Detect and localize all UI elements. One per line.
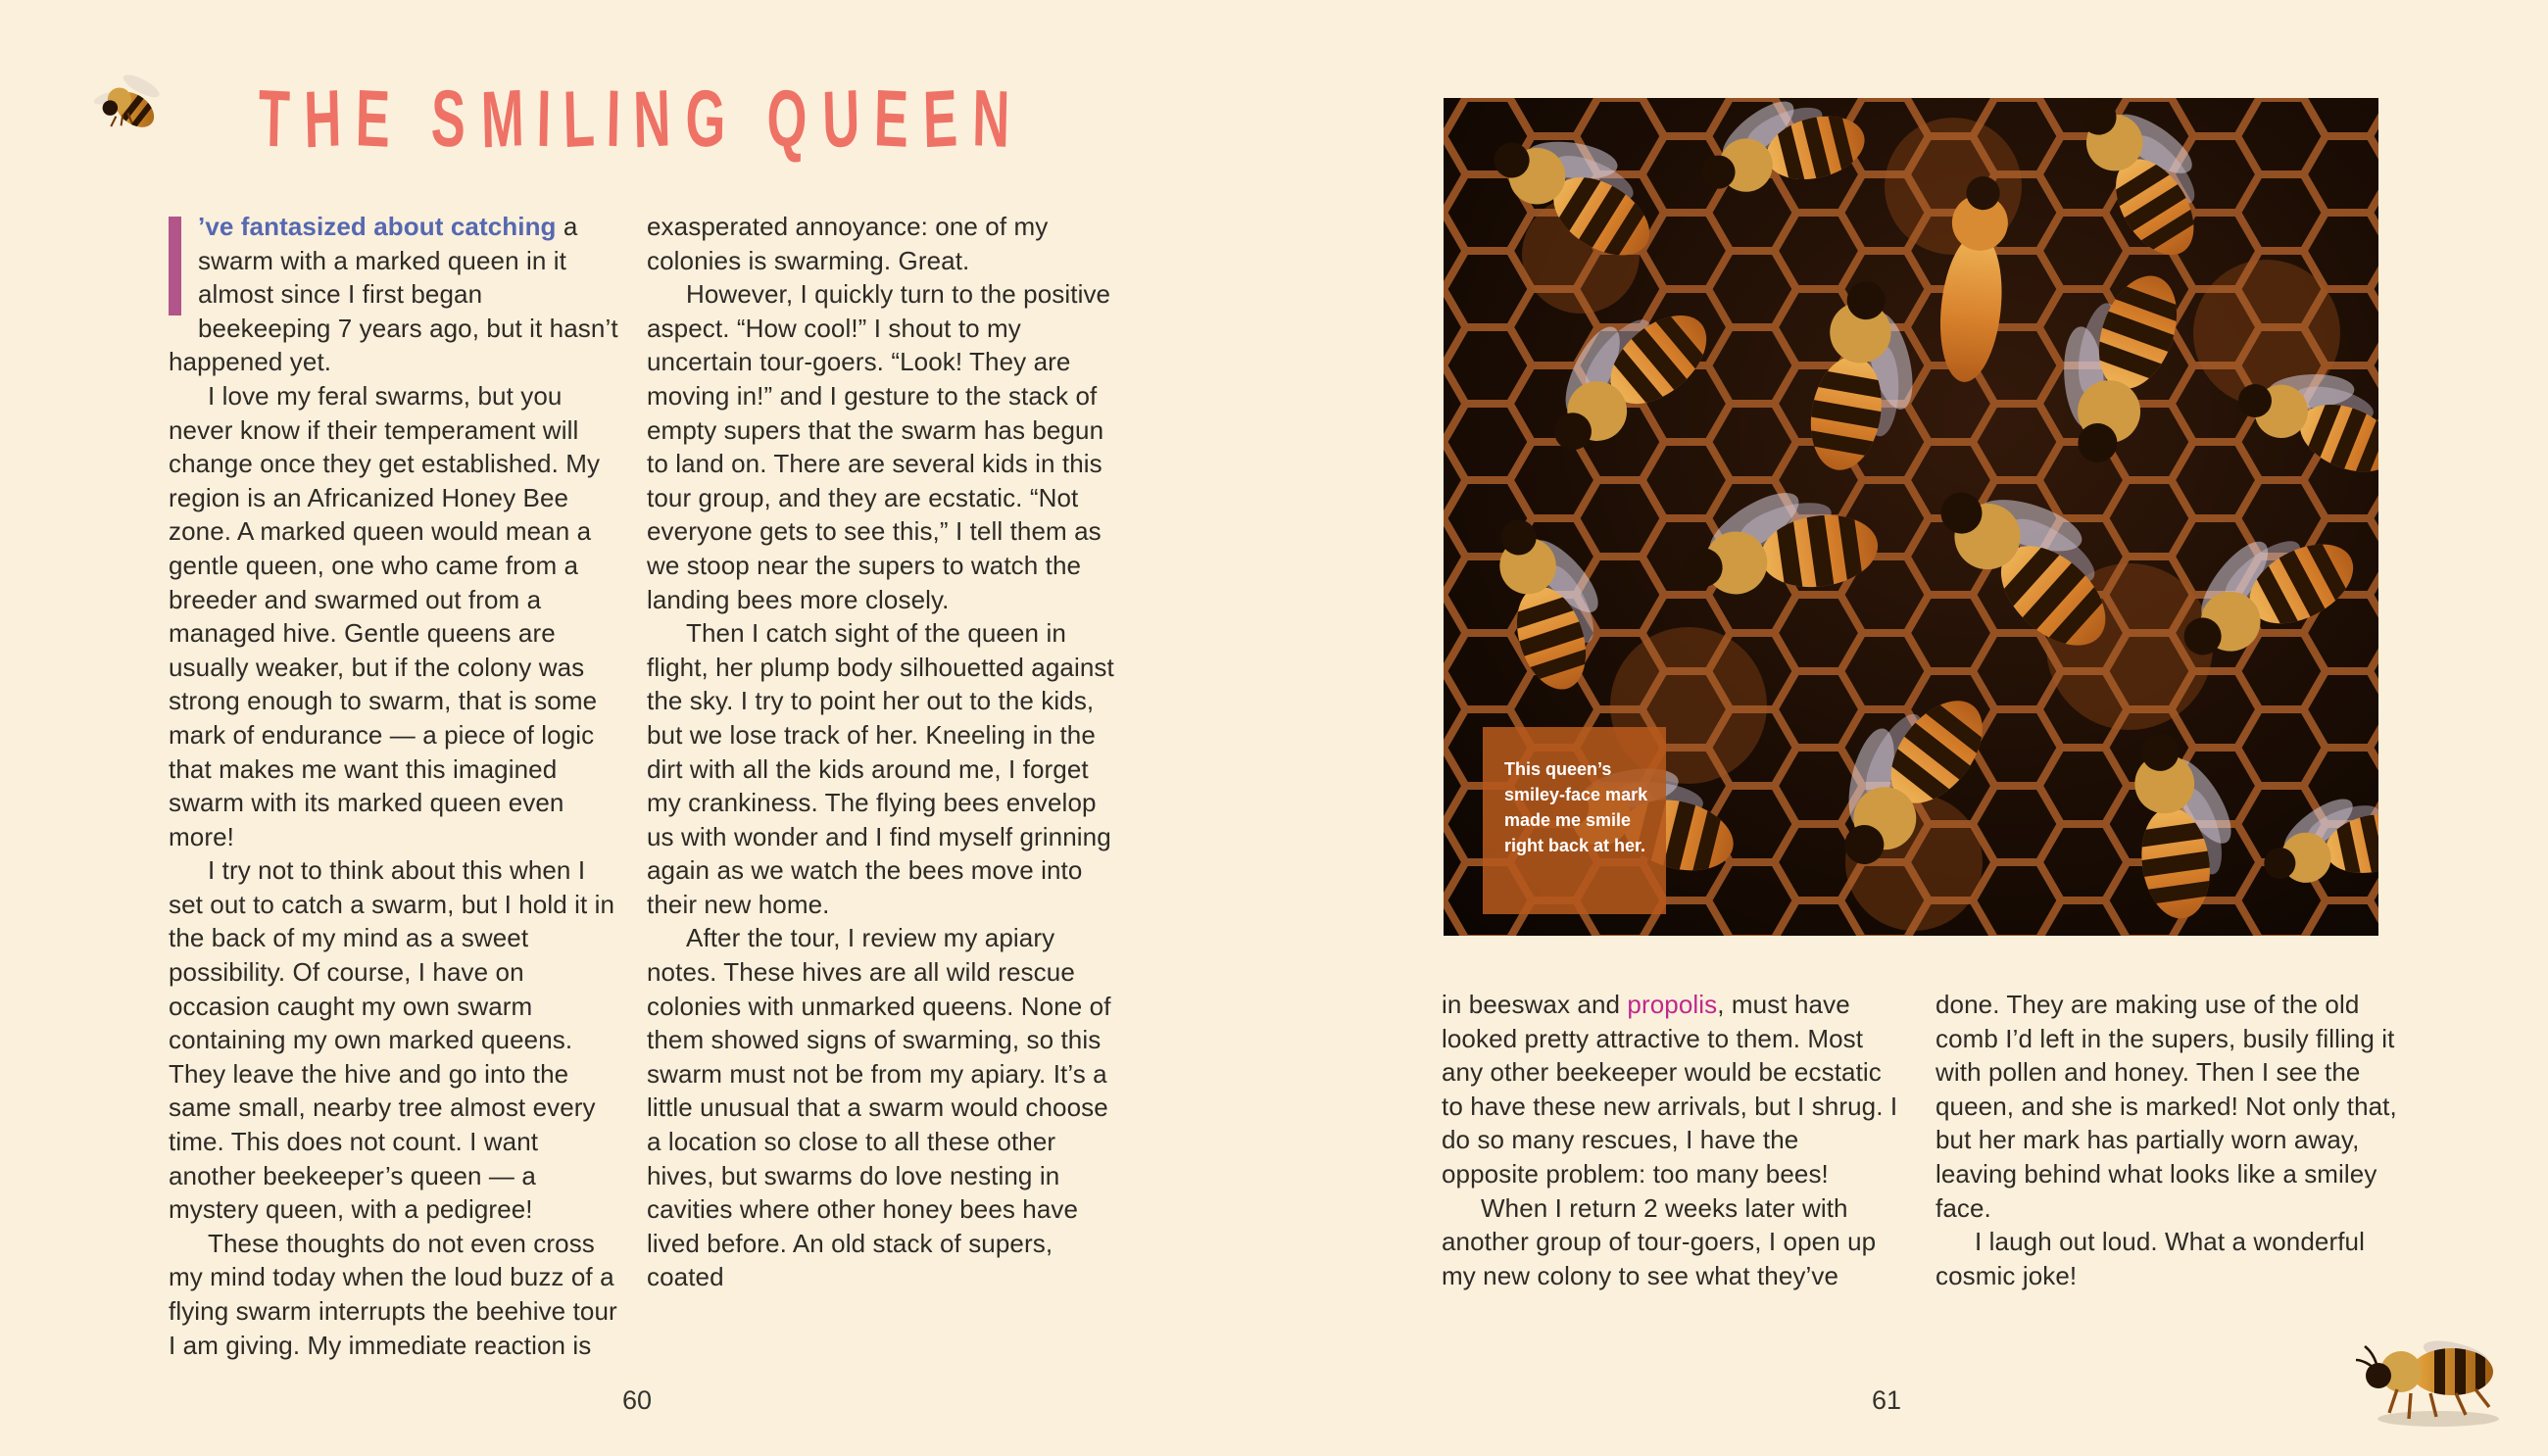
lead-bold-blue: ’ve fantasized about catching (198, 212, 557, 241)
paragraph: I try not to think about this when I set out to catch a swarm, but I hold it in the back of my mind as a sweet possibility. Of course, I have on occasion caught my own swarm containing my own marked queens. They leave the hive and go into the same small, nearby tree almost every time. This does not count. I want another beekeeper’s queen — a mystery queen, with a pedigree! (169, 855, 615, 1225)
right-column-2 (1936, 988, 2404, 1292)
paragraph: Then I catch sight of the queen in flight, her plump body silhouetted against the sky. I try to point her out to the kids, but we lose track of her. Kneeling in the dirt with all the kids around me, I forget my crankiness. The flying bees envelop us with wonder and I find myself grinning again as we watch the bees move into their new home. (647, 618, 1114, 919)
paragraph: I love my feral swarms, but you never know if their temperament will change once they get established. My region is an Africanized Honey Bee zone. A marked queen would mean a gentle queen, one who came from a breeder and swarmed out from a managed hive. Gentle queens are usually weaker, but if the colony was strong enough to swarm, that is some mark of endurance — a piece of logic that makes me want this imagined swarm with its marked queen even more! (169, 380, 601, 851)
right-column-1 (1442, 988, 1902, 1292)
dropcap-i (169, 217, 181, 315)
paragraph-text: a swarm with a marked queen in it almost since I first began beekeeping 7 years ago, but it hasn’t happened yet. (169, 212, 618, 377)
paragraph (1442, 988, 1902, 1191)
paragraph: After the tour, I review my apiary notes. These hives are all wild rescue colonies with unmarked queens. None of them showed signs of swarming, so this swarm must not be from my apiary. It’s a little unusual that a swarm would choose a location so close to all these other hives, but swarms do love nesting in cavities where other honey bees have lived before. An old stack of supers, coated (647, 923, 1111, 1292)
paragraph: When I return 2 weeks later with another group of tour-goers, I open up my new colony to see what they’ve (1442, 1192, 1877, 1290)
page-number-right: 61 (1871, 1385, 1902, 1415)
paragraph-text: , must have looked pretty attractive to them. Most any other beekeeper would be ecstatic to have these new arrivals, but I shrug. I do so many rescues, I have the opposite problem: too many bees! (1442, 990, 1898, 1189)
flying-bee-image (82, 61, 167, 145)
standing-bee-image (2350, 1325, 2517, 1432)
opening-paragraph (169, 210, 621, 379)
bee-hive-photo (1444, 98, 2378, 936)
page-number-left: 60 (621, 1385, 653, 1415)
page-title: T H E S MILIN G Q U E E N (257, 72, 1016, 166)
left-column-2 (647, 210, 1115, 1294)
paragraph: done. They are making use of the old comb I’d left in the supers, busily filling it with pollen and honey. Then I see the queen, and she is marked! Not only that, but her mark has partially worn away, leaving behind what looks like a smiley face. (1936, 990, 2397, 1223)
paragraph: exasperated annoyance: one of my colonies is swarming. Great. (647, 212, 1049, 275)
photo-caption: This queen’s smiley-face mark made me smile right back at her. (1483, 727, 1666, 914)
glossary-link-propolis[interactable]: propolis (1627, 990, 1718, 1019)
paragraph: I laugh out loud. What a wonderful cosmic joke! (1936, 1227, 2365, 1290)
paragraph: These thoughts do not even cross my mind today when the loud buzz of a flying swarm interrupts the beehive tour I am giving. My immediate reaction is (169, 1228, 617, 1360)
paragraph: However, I quickly turn to the positive aspect. “How cool!” I shout to my uncertain tour-goers. “Look! They are moving in!” and I gesture to the stack of empty supers that the swarm has begun to land on. There are several kids in this tour group, and they are ecstatic. “Not everyone gets to see this,” I tell them as we stoop near the supers to watch the landing bees more closely. (647, 279, 1111, 614)
paragraph-text: in beeswax and (1442, 990, 1628, 1019)
left-column-1 (169, 210, 621, 1362)
